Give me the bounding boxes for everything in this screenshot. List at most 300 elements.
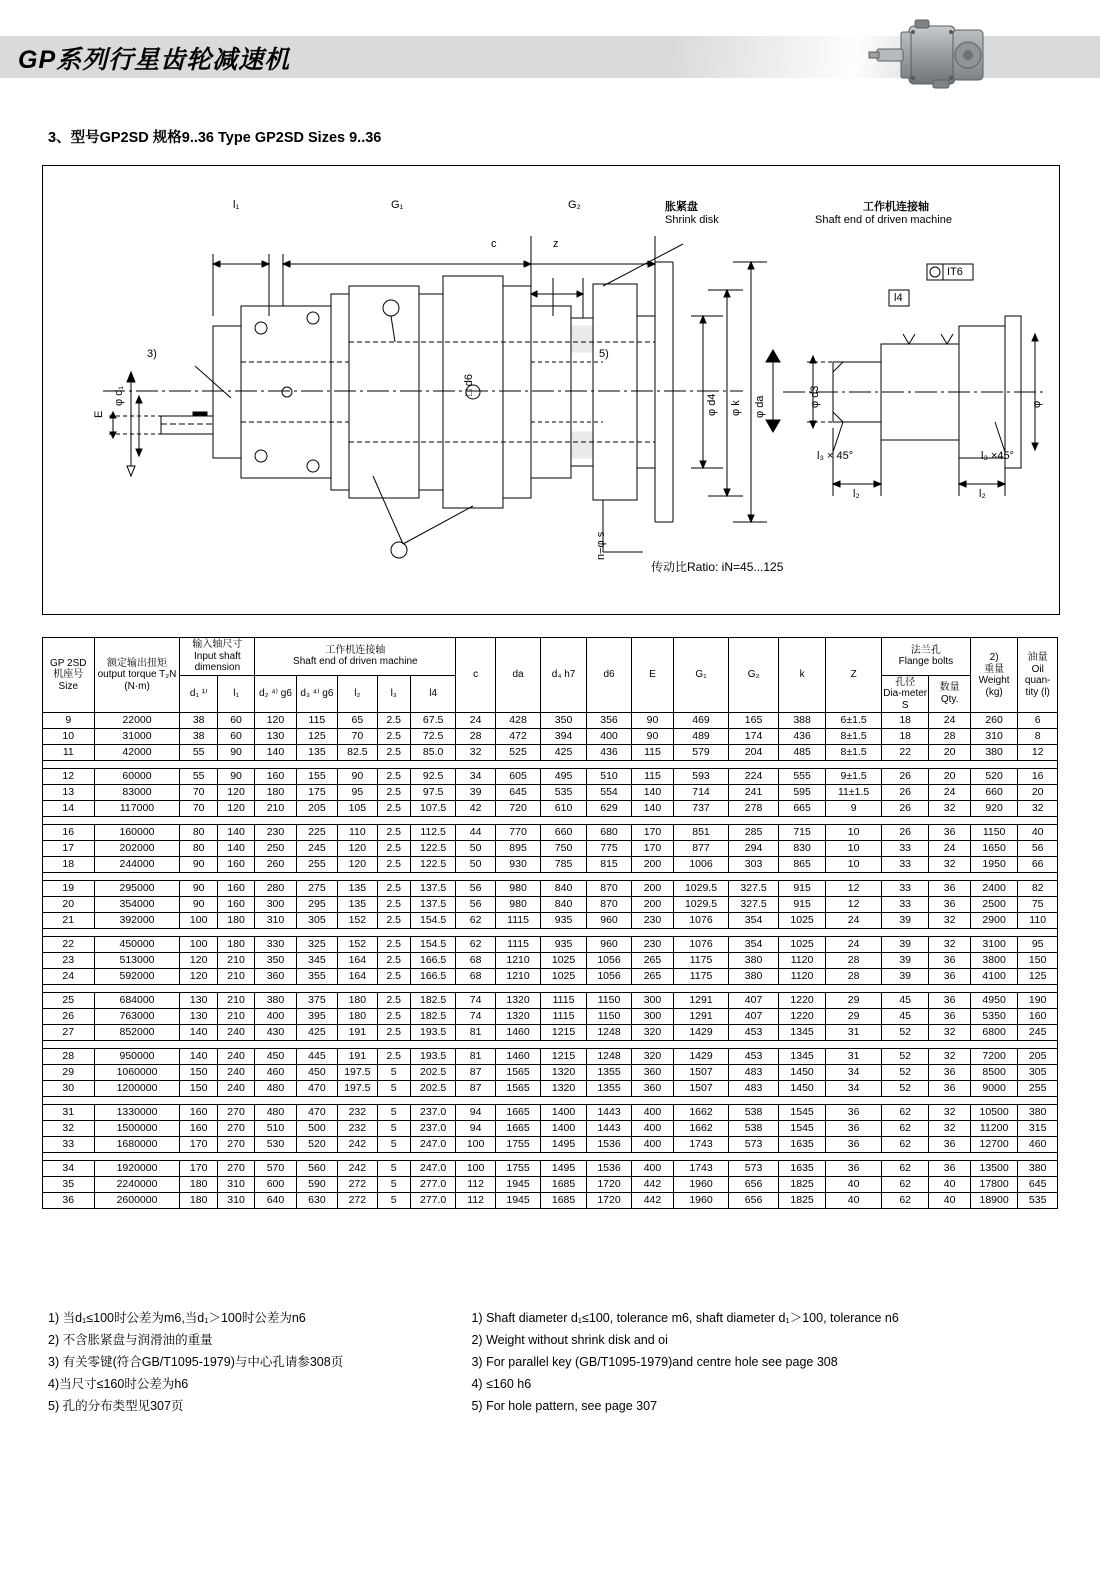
cell-value: 204 [729, 745, 779, 761]
cell-size: 19 [43, 881, 95, 897]
cell-value: 52 [881, 1049, 929, 1065]
cell-value: 852000 [94, 1025, 180, 1041]
cell-value: 160 [255, 769, 296, 785]
cell-value: 12 [826, 897, 882, 913]
cell-value: 120 [255, 713, 296, 729]
cell-value: 1115 [541, 1009, 586, 1025]
cell-value: 714 [673, 785, 729, 801]
table-row [43, 713, 1058, 729]
cell-value: 6 [1018, 713, 1058, 729]
label-l4: l4 [894, 292, 903, 304]
cell-value: 554 [586, 785, 631, 801]
cell-value: 450000 [94, 937, 180, 953]
cell-value: 44 [456, 825, 495, 841]
cell-value: 2.5 [377, 969, 410, 985]
label-note3: 3) [147, 348, 157, 360]
cell-value: 180 [217, 913, 254, 929]
cell-value: 125 [296, 729, 337, 745]
label-E: E [93, 410, 105, 418]
cell-value: 90 [180, 857, 217, 873]
cell-value: 1220 [778, 1009, 826, 1025]
cell-value: 39 [881, 913, 929, 929]
header-row-1 [43, 638, 1058, 676]
cell-value: 170 [180, 1137, 217, 1153]
cell-value: 350 [541, 713, 586, 729]
cell-value: 5350 [970, 1009, 1018, 1025]
cell-value: 60 [217, 729, 254, 745]
cell-value: 327.5 [729, 897, 779, 913]
cell-value: 32 [929, 913, 970, 929]
cell-value: 8500 [970, 1065, 1018, 1081]
cell-value: 160 [1018, 1009, 1058, 1025]
cell-value: 50 [456, 841, 495, 857]
cell-value: 270 [217, 1105, 254, 1121]
cell-value: 32 [929, 1105, 970, 1121]
cell-value: 375 [296, 993, 337, 1009]
th-input-shaft: 输入轴尺寸 Input shaft dimension [180, 638, 255, 676]
cell-value: 250 [255, 841, 296, 857]
cell-value: 90 [217, 745, 254, 761]
cell-value: 70 [338, 729, 377, 745]
cell-value: 300 [255, 897, 296, 913]
cell-value: 450 [296, 1065, 337, 1081]
cell-value: 152 [338, 913, 377, 929]
cell-value: 1400 [541, 1105, 586, 1121]
cell-value: 115 [296, 713, 337, 729]
cell-value: 495 [541, 769, 586, 785]
cell-value: 205 [1018, 1049, 1058, 1065]
cell-value: 489 [673, 729, 729, 745]
cell-value: 2240000 [94, 1177, 180, 1193]
cell-value: 2.5 [377, 1009, 410, 1025]
cell-value: 56 [456, 881, 495, 897]
cell-value: 1429 [673, 1025, 729, 1041]
cell-value: 1950 [970, 857, 1018, 873]
cell-value: 26 [881, 801, 929, 817]
cell-value: 66 [1018, 857, 1058, 873]
cell-value: 94 [456, 1105, 495, 1121]
cell-value: 62 [881, 1105, 929, 1121]
th-torque: 额定输出扭矩 output torque T₂N (N·m) [94, 638, 180, 713]
cell-value: 210 [217, 969, 254, 985]
cell-size: 36 [43, 1193, 95, 1209]
cell-value: 62 [881, 1161, 929, 1177]
cell-value: 92.5 [410, 769, 455, 785]
cell-value: 325 [296, 937, 337, 953]
cell-value: 120 [217, 801, 254, 817]
cell-value: 90 [180, 881, 217, 897]
th-G1: G₁ [673, 638, 729, 713]
cell-size: 14 [43, 801, 95, 817]
cell-value: 1291 [673, 993, 729, 1009]
th-k: k [778, 638, 826, 713]
cell-value: 1029.5 [673, 897, 729, 913]
cell-value: 1495 [541, 1137, 586, 1153]
cell-value: 350 [255, 953, 296, 969]
table-row [43, 881, 1058, 897]
cell-value: 470 [296, 1105, 337, 1121]
cell-value: 1120 [778, 969, 826, 985]
footnote-line-en: 2) Weight without shrink disk and oi [471, 1332, 668, 1347]
cell-value: 32 [929, 1049, 970, 1065]
cell-value: 140 [217, 841, 254, 857]
cell-value: 115 [632, 745, 673, 761]
table-row [43, 1177, 1058, 1193]
cell-value: 224 [729, 769, 779, 785]
cell-value: 154.5 [410, 937, 455, 953]
cell-value: 81 [456, 1049, 495, 1065]
cell-value: 1755 [495, 1161, 540, 1177]
cell-value: 97.5 [410, 785, 455, 801]
cell-size: 11 [43, 745, 95, 761]
cell-value: 525 [495, 745, 540, 761]
cell-value: 2.5 [377, 897, 410, 913]
cell-value: 160 [180, 1121, 217, 1137]
cell-value: 295000 [94, 881, 180, 897]
cell-value: 483 [729, 1065, 779, 1081]
cell-value: 244000 [94, 857, 180, 873]
cell-value: 2.5 [377, 913, 410, 929]
cell-value: 130 [180, 1009, 217, 1025]
drawing-svg [43, 166, 1057, 612]
cell-value: 775 [586, 841, 631, 857]
table-row [43, 1161, 1058, 1177]
cell-value: 1460 [495, 1049, 540, 1065]
cell-value: 125 [1018, 969, 1058, 985]
cell-value: 915 [778, 897, 826, 913]
cell-value: 436 [778, 729, 826, 745]
cell-value: 1720 [586, 1193, 631, 1209]
cell-value: 230 [632, 937, 673, 953]
label-l3-right: l₃ ×45° [981, 450, 1015, 462]
cell-value: 10 [826, 841, 882, 857]
footnote-line-cn: 4)当尺寸≤160时公差为h6 [48, 1376, 189, 1391]
cell-value: 5 [377, 1137, 410, 1153]
cell-value: 80 [180, 825, 217, 841]
cell-value: 2.5 [377, 801, 410, 817]
cell-value: 100 [180, 913, 217, 929]
cell-value: 85.0 [410, 745, 455, 761]
table-row [43, 1009, 1058, 1025]
cell-value: 510 [586, 769, 631, 785]
cell-value: 460 [1018, 1137, 1058, 1153]
cell-value: 117000 [94, 801, 180, 817]
th-l1: l₁ [217, 675, 254, 713]
cell-value: 182.5 [410, 993, 455, 1009]
cell-value: 1536 [586, 1161, 631, 1177]
cell-value: 1025 [541, 969, 586, 985]
cell-value: 55 [180, 745, 217, 761]
cell-value: 166.5 [410, 953, 455, 969]
cell-value: 255 [296, 857, 337, 873]
cell-value: 170 [632, 825, 673, 841]
cell-value: 190 [1018, 993, 1058, 1009]
cell-value: 83000 [94, 785, 180, 801]
cell-value: 1685 [541, 1177, 586, 1193]
th-bolt-qty: 数量 Qty. [929, 675, 970, 713]
label-note5: 5) [599, 348, 609, 360]
label-d6: □ d6 [463, 374, 475, 396]
cell-value: 34 [456, 769, 495, 785]
table-group-spacer [43, 1097, 1058, 1105]
cell-value: 8±1.5 [826, 745, 882, 761]
cell-value: 200 [632, 881, 673, 897]
cell-value: 36 [826, 1121, 882, 1137]
cell-value: 137.5 [410, 881, 455, 897]
cell-value: 645 [495, 785, 540, 801]
footnotes [48, 1310, 1058, 1419]
cell-value: 510 [255, 1121, 296, 1137]
cell-size: 35 [43, 1177, 95, 1193]
cell-value: 9±1.5 [826, 769, 882, 785]
cell-value: 453 [729, 1049, 779, 1065]
cell-value: 294 [729, 841, 779, 857]
label-d4: φ d4 [706, 393, 718, 416]
cell-value: 33 [881, 897, 929, 913]
table-row [43, 1105, 1058, 1121]
cell-value: 356 [586, 713, 631, 729]
cell-value: 120 [180, 953, 217, 969]
cell-value: 960 [586, 913, 631, 929]
cell-value: 24 [929, 713, 970, 729]
cell-value: 130 [255, 729, 296, 745]
cell-value: 1355 [586, 1065, 631, 1081]
th-weight: 2) 重量 Weight (kg) [970, 638, 1018, 713]
cell-value: 32 [929, 1121, 970, 1137]
cell-value: 20 [1018, 785, 1058, 801]
cell-value: 2.5 [377, 857, 410, 873]
cell-value: 520 [970, 769, 1018, 785]
cell-value: 140 [632, 801, 673, 817]
spec-table-body [43, 713, 1058, 1209]
label-driven-shaft-en: Shaft end of driven machine [815, 214, 952, 226]
cell-value: 56 [456, 897, 495, 913]
label-da: φ da [754, 395, 766, 418]
cell-value: 105 [338, 801, 377, 817]
cell-value: 120 [338, 857, 377, 873]
cell-value: 1565 [495, 1065, 540, 1081]
cell-value: 40 [826, 1177, 882, 1193]
cell-value: 870 [586, 897, 631, 913]
cell-value: 538 [729, 1121, 779, 1137]
cell-value: 10500 [970, 1105, 1018, 1121]
cell-size: 18 [43, 857, 95, 873]
cell-value: 272 [338, 1193, 377, 1209]
cell-value: 60000 [94, 769, 180, 785]
cell-value: 80 [180, 841, 217, 857]
cell-value: 62 [881, 1193, 929, 1209]
cell-value: 36 [929, 1009, 970, 1025]
cell-value: 355 [296, 969, 337, 985]
cell-value: 684000 [94, 993, 180, 1009]
cell-value: 1720 [586, 1177, 631, 1193]
cell-value: 112.5 [410, 825, 455, 841]
cell-value: 12700 [970, 1137, 1018, 1153]
th-E: E [632, 638, 673, 713]
cell-value: 1150 [586, 993, 631, 1009]
footnotes-cn [48, 1310, 468, 1419]
cell-value: 9000 [970, 1081, 1018, 1097]
cell-value: 24 [456, 713, 495, 729]
cell-value: 354000 [94, 897, 180, 913]
cell-value: 935 [541, 937, 586, 953]
cell-value: 180 [217, 937, 254, 953]
cell-value: 120 [338, 841, 377, 857]
cell-value: 5 [377, 1121, 410, 1137]
cell-value: 8 [1018, 729, 1058, 745]
cell-size: 17 [43, 841, 95, 857]
cell-value: 200 [632, 897, 673, 913]
cell-value: 1429 [673, 1049, 729, 1065]
cell-value: 1320 [541, 1065, 586, 1081]
cell-value: 737 [673, 801, 729, 817]
cell-value: 45 [881, 1009, 929, 1025]
cell-value: 400 [632, 1161, 673, 1177]
spacer-cell [43, 985, 1058, 993]
cell-value: 1665 [495, 1105, 540, 1121]
cell-value: 400 [255, 1009, 296, 1025]
cell-value: 26 [881, 825, 929, 841]
table-row [43, 769, 1058, 785]
table-row [43, 825, 1058, 841]
table-row [43, 745, 1058, 761]
cell-value: 450 [255, 1049, 296, 1065]
cell-value: 67.5 [410, 713, 455, 729]
cell-value: 174 [729, 729, 779, 745]
cell-value: 573 [729, 1161, 779, 1177]
cell-size: 9 [43, 713, 95, 729]
cell-value: 150 [180, 1081, 217, 1097]
cell-value: 354 [729, 937, 779, 953]
cell-value: 100 [180, 937, 217, 953]
th-c: c [456, 638, 495, 713]
cell-value: 555 [778, 769, 826, 785]
cell-value: 28 [826, 969, 882, 985]
cell-value: 166.5 [410, 969, 455, 985]
cell-value: 394 [541, 729, 586, 745]
spacer-cell [43, 817, 1058, 825]
table-group-spacer [43, 1041, 1058, 1049]
cell-value: 36 [929, 881, 970, 897]
cell-value: 680 [586, 825, 631, 841]
cell-value: 160 [217, 881, 254, 897]
cell-value: 140 [180, 1025, 217, 1041]
cell-value: 74 [456, 993, 495, 1009]
th-d1: d₁ ¹⁾ [180, 675, 217, 713]
cell-value: 840 [541, 897, 586, 913]
cell-value: 17800 [970, 1177, 1018, 1193]
cell-value: 1215 [541, 1049, 586, 1065]
cell-value: 645 [1018, 1177, 1058, 1193]
cell-value: 120 [180, 969, 217, 985]
cell-value: 62 [456, 937, 495, 953]
cell-value: 2.5 [377, 953, 410, 969]
footnote-line-cn: 3) 有关零键(符合GB/T1095-1979)与中心孔请参308页 [48, 1354, 344, 1369]
cell-value: 140 [180, 1049, 217, 1065]
cell-value: 538 [729, 1105, 779, 1121]
cell-value: 245 [1018, 1025, 1058, 1041]
cell-value: 1320 [495, 993, 540, 1009]
cell-value: 1200000 [94, 1081, 180, 1097]
cell-value: 1545 [778, 1105, 826, 1121]
cell-value: 7200 [970, 1049, 1018, 1065]
cell-value: 425 [296, 1025, 337, 1041]
footnotes-en [471, 1310, 1051, 1419]
table-row [43, 1049, 1058, 1065]
cell-value: 16 [1018, 769, 1058, 785]
cell-value: 22000 [94, 713, 180, 729]
th-G2: G₂ [729, 638, 779, 713]
cell-value: 110 [338, 825, 377, 841]
cell-value: 2.5 [377, 881, 410, 897]
cell-value: 31 [826, 1025, 882, 1041]
cell-value: 38 [180, 729, 217, 745]
cell-value: 50 [456, 857, 495, 873]
cell-value: 1076 [673, 937, 729, 953]
cell-value: 110 [1018, 913, 1058, 929]
table-row [43, 801, 1058, 817]
cell-value: 1025 [778, 913, 826, 929]
table-row [43, 1025, 1058, 1041]
cell-value: 830 [778, 841, 826, 857]
cell-value: 1248 [586, 1025, 631, 1041]
spacer-cell [43, 1041, 1058, 1049]
cell-size: 31 [43, 1105, 95, 1121]
cell-value: 2.5 [377, 713, 410, 729]
cell-size: 25 [43, 993, 95, 1009]
cell-value: 32 [929, 937, 970, 953]
cell-value: 65 [338, 713, 377, 729]
cell-value: 1635 [778, 1137, 826, 1153]
label-z: z [553, 238, 559, 250]
cell-value: 270 [217, 1137, 254, 1153]
cell-value: 485 [778, 745, 826, 761]
cell-value: 112 [456, 1177, 495, 1193]
cell-value: 2500 [970, 897, 1018, 913]
cell-value: 1215 [541, 1025, 586, 1041]
cell-value: 75 [1018, 897, 1058, 913]
cell-value: 62 [456, 913, 495, 929]
cell-value: 560 [296, 1161, 337, 1177]
cell-value: 303 [729, 857, 779, 873]
cell-value: 1662 [673, 1121, 729, 1137]
th-driven-shaft: 工作机连接轴 Shaft end of driven machine [255, 638, 456, 676]
cell-value: 72.5 [410, 729, 455, 745]
spacer-cell [43, 929, 1058, 937]
table-row [43, 857, 1058, 873]
cell-value: 380 [255, 993, 296, 1009]
cell-value: 242 [338, 1137, 377, 1153]
cell-value: 851 [673, 825, 729, 841]
cell-value: 310 [217, 1193, 254, 1209]
table-row [43, 1065, 1058, 1081]
cell-value: 354 [729, 913, 779, 929]
cell-value: 1210 [495, 953, 540, 969]
cell-value: 1248 [586, 1049, 631, 1065]
cell-value: 480 [255, 1105, 296, 1121]
cell-value: 1460 [495, 1025, 540, 1041]
cell-value: 1495 [541, 1161, 586, 1177]
cell-size: 28 [43, 1049, 95, 1065]
cell-value: 785 [541, 857, 586, 873]
label-l3-left: l₃ × 45° [817, 450, 854, 462]
spacer-cell [43, 1153, 1058, 1161]
cell-value: 535 [541, 785, 586, 801]
th-size: GP 2SD 机座号 Size [43, 638, 95, 713]
cell-value: 107.5 [410, 801, 455, 817]
cell-value: 202000 [94, 841, 180, 857]
cell-value: 460 [255, 1065, 296, 1081]
